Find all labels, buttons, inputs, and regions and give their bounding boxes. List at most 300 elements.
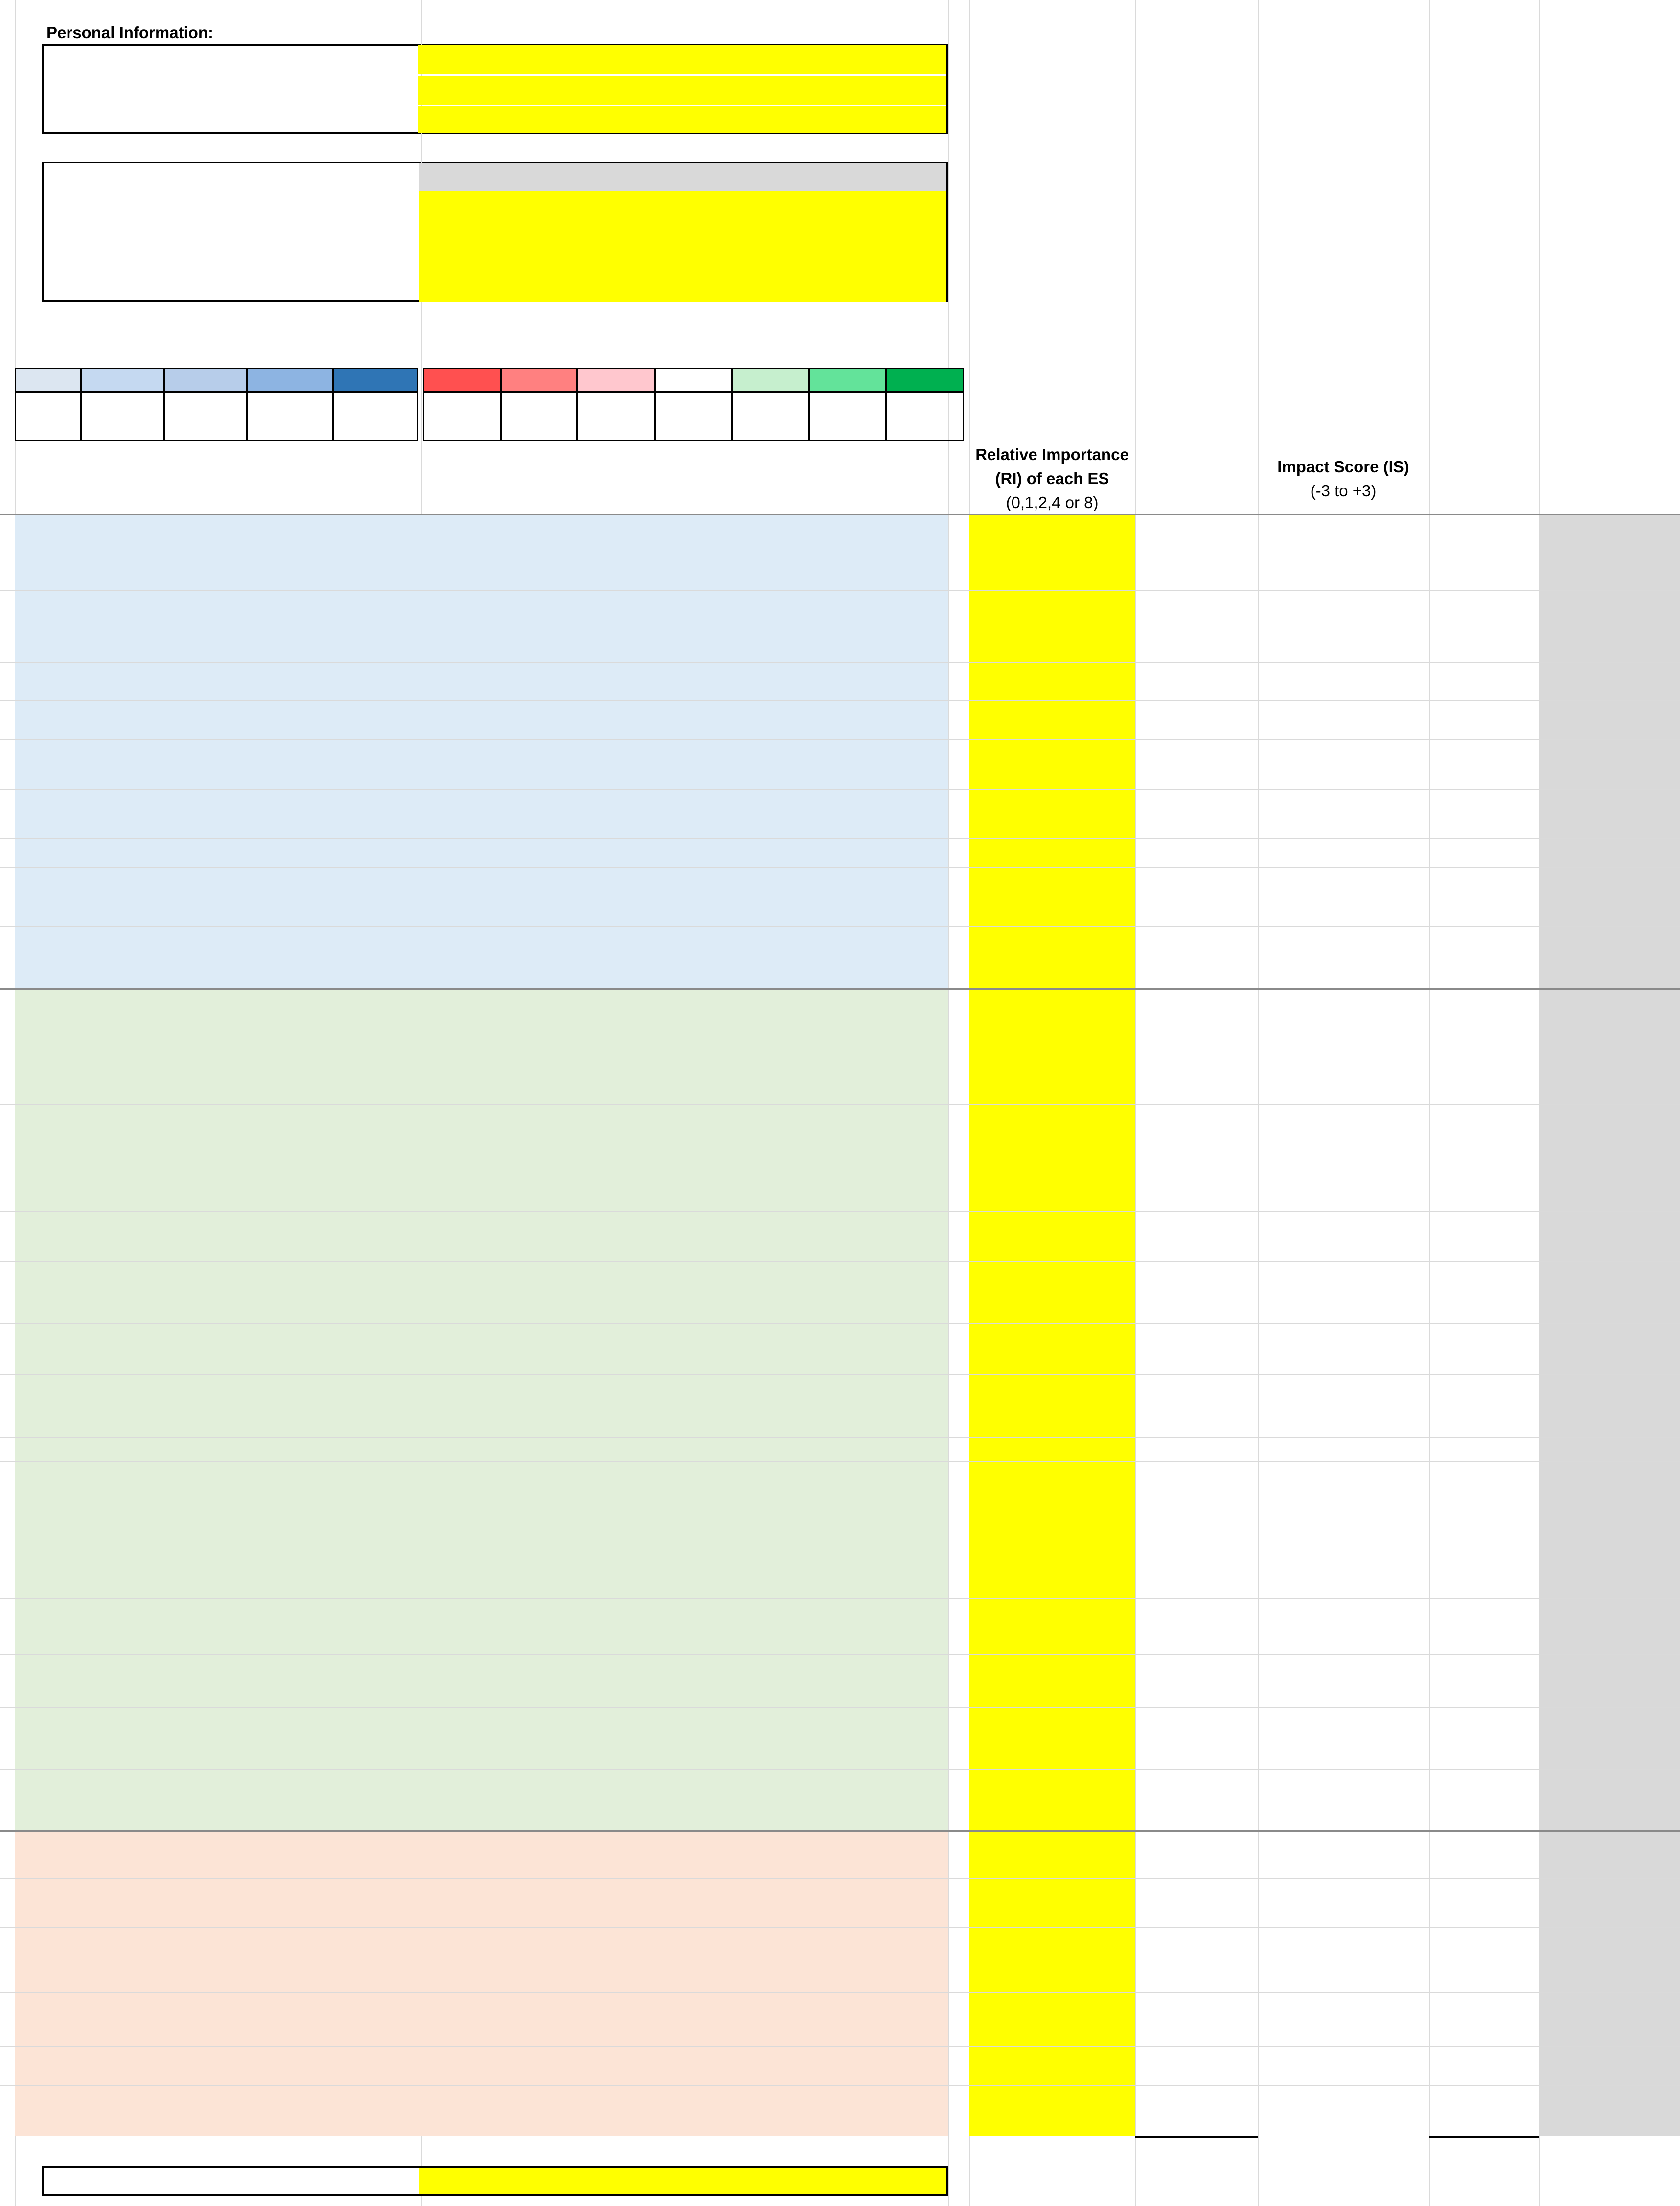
es-name bbox=[43, 2085, 421, 2136]
personal-field-input[interactable] bbox=[418, 45, 946, 74]
ri-legend-title bbox=[15, 345, 406, 368]
weighting-factor bbox=[1135, 662, 1258, 700]
impact-score bbox=[1258, 1104, 1429, 1211]
weighting-factor bbox=[1135, 1707, 1258, 1769]
weighted-score bbox=[1429, 1323, 1539, 1374]
weighting-factor bbox=[1135, 1461, 1258, 1598]
is-legend-label bbox=[423, 392, 501, 441]
comments-input[interactable] bbox=[1539, 1598, 1680, 1654]
comments-input[interactable] bbox=[1539, 1927, 1680, 1992]
header-ri-title: Relative Importance (RI) of each ES bbox=[975, 445, 1129, 488]
es-number bbox=[15, 590, 43, 662]
comments-input[interactable] bbox=[1539, 739, 1680, 789]
impact-score bbox=[1258, 2085, 1429, 2136]
row-separator bbox=[0, 789, 1680, 790]
relative-importance-input[interactable] bbox=[969, 1374, 1135, 1437]
self-assessment-title bbox=[49, 163, 417, 191]
ri-legend-label bbox=[164, 392, 247, 441]
es-description bbox=[421, 1769, 948, 1831]
ri-legend-label bbox=[333, 392, 418, 441]
impact-score bbox=[1258, 590, 1429, 662]
row-separator bbox=[0, 739, 1680, 740]
relative-importance-input[interactable] bbox=[969, 1598, 1135, 1654]
comments-input[interactable] bbox=[1539, 989, 1680, 1104]
row-separator bbox=[0, 1437, 1680, 1438]
weighted-score bbox=[1429, 739, 1539, 789]
es-number bbox=[15, 739, 43, 789]
weighting-factor bbox=[1135, 2085, 1258, 2136]
impact-score bbox=[1258, 789, 1429, 838]
weighted-score bbox=[1429, 662, 1539, 700]
impact-score bbox=[1258, 926, 1429, 989]
comments-input[interactable] bbox=[1539, 1992, 1680, 2046]
es-name bbox=[43, 1927, 421, 1992]
weighting-factor bbox=[1135, 700, 1258, 739]
es-name bbox=[43, 662, 421, 700]
impact-score bbox=[1258, 838, 1429, 867]
row-separator bbox=[0, 2046, 1680, 2047]
impact-score bbox=[1258, 2046, 1429, 2085]
row-separator bbox=[0, 867, 1680, 868]
weighting-factor bbox=[1135, 789, 1258, 838]
weighted-score bbox=[1429, 1654, 1539, 1707]
es-name bbox=[43, 514, 421, 590]
row-separator bbox=[0, 1374, 1680, 1375]
relative-importance-input[interactable] bbox=[969, 700, 1135, 739]
es-number bbox=[15, 1374, 43, 1437]
weighted-score bbox=[1429, 1211, 1539, 1261]
comments-input[interactable] bbox=[1539, 1104, 1680, 1211]
weighted-score bbox=[1429, 1992, 1539, 2046]
comments-input[interactable] bbox=[1539, 789, 1680, 838]
relative-importance-input[interactable] bbox=[969, 789, 1135, 838]
es-name bbox=[43, 700, 421, 739]
weighting-factor bbox=[1135, 2046, 1258, 2085]
personal-field-input[interactable] bbox=[418, 76, 946, 105]
impact-score bbox=[1258, 1878, 1429, 1927]
is-legend-value bbox=[577, 368, 655, 392]
es-name bbox=[43, 1437, 421, 1461]
group-separator bbox=[0, 514, 1680, 515]
ri-legend-value bbox=[333, 368, 418, 392]
header-weighted bbox=[1429, 443, 1539, 514]
es-number bbox=[15, 1654, 43, 1707]
is-legend-label bbox=[809, 392, 886, 441]
weighting-factor bbox=[1135, 867, 1258, 926]
is-legend-label bbox=[501, 392, 577, 441]
comments-input[interactable] bbox=[1539, 1211, 1680, 1261]
es-description bbox=[421, 1878, 948, 1927]
weighted-score bbox=[1429, 1878, 1539, 1927]
row-separator bbox=[0, 1707, 1680, 1708]
relative-importance-input[interactable] bbox=[969, 1261, 1135, 1323]
weighted-score bbox=[1429, 1598, 1539, 1654]
es-name bbox=[43, 2046, 421, 2085]
row-separator bbox=[0, 700, 1680, 701]
es-description bbox=[421, 789, 948, 838]
es-name bbox=[43, 1211, 421, 1261]
header-desc bbox=[421, 443, 948, 514]
impact-score bbox=[1258, 739, 1429, 789]
impact-score bbox=[1258, 1654, 1429, 1707]
time-spent-label bbox=[45, 2168, 417, 2194]
weighted-score bbox=[1429, 514, 1539, 590]
weighted-score bbox=[1429, 1374, 1539, 1437]
comments-input[interactable] bbox=[1539, 1374, 1680, 1437]
relative-importance-input[interactable] bbox=[969, 867, 1135, 926]
impact-score bbox=[1258, 1211, 1429, 1261]
es-name bbox=[43, 1707, 421, 1769]
impact-score bbox=[1258, 700, 1429, 739]
es-description bbox=[421, 1992, 948, 2046]
es-name bbox=[43, 1261, 421, 1323]
self-assessment-input[interactable] bbox=[419, 191, 946, 219]
personal-field-label bbox=[49, 105, 417, 136]
weighted-score bbox=[1429, 1831, 1539, 1878]
weighting-factor bbox=[1135, 514, 1258, 590]
es-description bbox=[421, 1211, 948, 1261]
ri-legend-label bbox=[81, 392, 164, 441]
header-comments bbox=[1539, 443, 1680, 514]
header-ri bbox=[969, 443, 1135, 514]
header-weighting bbox=[1135, 443, 1258, 514]
es-name bbox=[43, 1992, 421, 2046]
time-spent-input[interactable] bbox=[419, 2168, 946, 2194]
self-assessment-input[interactable] bbox=[419, 247, 946, 275]
weighting-factor bbox=[1135, 1323, 1258, 1374]
is-legend-value bbox=[501, 368, 577, 392]
weighting-factor bbox=[1135, 1927, 1258, 1992]
es-description bbox=[421, 1437, 948, 1461]
comments-input[interactable] bbox=[1539, 926, 1680, 989]
es-number bbox=[15, 1104, 43, 1211]
es-name bbox=[43, 1878, 421, 1927]
weighting-factor bbox=[1135, 838, 1258, 867]
personal-field-input[interactable] bbox=[418, 106, 946, 133]
relative-importance-input[interactable] bbox=[969, 1211, 1135, 1261]
impact-score bbox=[1258, 1261, 1429, 1323]
es-number bbox=[15, 2046, 43, 2085]
es-name bbox=[43, 989, 421, 1104]
es-number bbox=[15, 1769, 43, 1831]
weighted-score bbox=[1429, 1927, 1539, 1992]
es-number bbox=[15, 1598, 43, 1654]
personal-title: Personal Information: bbox=[46, 23, 214, 42]
impact-score bbox=[1258, 1323, 1429, 1374]
es-description bbox=[421, 1831, 948, 1878]
impact-score bbox=[1258, 514, 1429, 590]
es-description bbox=[421, 590, 948, 662]
row-separator bbox=[0, 2085, 1680, 2086]
weighted-score bbox=[1429, 700, 1539, 739]
relative-importance-input[interactable] bbox=[969, 662, 1135, 700]
es-number bbox=[15, 2085, 43, 2136]
ri-legend-label bbox=[15, 392, 81, 441]
row-separator bbox=[0, 1878, 1680, 1879]
es-number bbox=[15, 662, 43, 700]
relative-importance-input[interactable] bbox=[969, 1927, 1135, 1992]
comments-input[interactable] bbox=[1539, 1437, 1680, 1461]
impact-score bbox=[1258, 1461, 1429, 1598]
es-description bbox=[421, 1461, 948, 1598]
es-description bbox=[421, 1374, 948, 1437]
weighted-score bbox=[1429, 1104, 1539, 1211]
self-assessment-label bbox=[49, 191, 417, 219]
es-name bbox=[43, 1769, 421, 1831]
weighting-factor bbox=[1135, 926, 1258, 989]
ri-legend-value bbox=[15, 368, 81, 392]
es-description bbox=[421, 662, 948, 700]
self-assessment-input[interactable] bbox=[419, 275, 946, 302]
es-description bbox=[421, 2046, 948, 2085]
es-name bbox=[43, 1374, 421, 1437]
comments-input[interactable] bbox=[1539, 1769, 1680, 1831]
weighted-score bbox=[1429, 1769, 1539, 1831]
row-separator bbox=[0, 1461, 1680, 1462]
comments-input[interactable] bbox=[1539, 1707, 1680, 1769]
relative-importance-input[interactable] bbox=[969, 514, 1135, 590]
comments-input[interactable] bbox=[1539, 2085, 1680, 2136]
header-es bbox=[15, 443, 421, 514]
impact-score bbox=[1258, 1598, 1429, 1654]
es-number bbox=[15, 1831, 43, 1878]
ri-legend-value bbox=[164, 368, 247, 392]
comments-input[interactable] bbox=[1539, 2046, 1680, 2085]
es-name bbox=[43, 1461, 421, 1598]
group-separator bbox=[0, 988, 1680, 990]
es-name bbox=[43, 1654, 421, 1707]
weighting-factor bbox=[1135, 1374, 1258, 1437]
is-legend-label bbox=[577, 392, 655, 441]
es-number bbox=[15, 1461, 43, 1598]
header-impact bbox=[1258, 443, 1429, 514]
impact-score bbox=[1258, 1992, 1429, 2046]
comments-input[interactable] bbox=[1539, 700, 1680, 739]
comments-input[interactable] bbox=[1539, 838, 1680, 867]
es-number bbox=[15, 1878, 43, 1927]
relative-importance-input[interactable] bbox=[969, 2085, 1135, 2136]
weighted-score bbox=[1429, 838, 1539, 867]
row-separator bbox=[0, 1598, 1680, 1599]
es-number bbox=[15, 1992, 43, 2046]
weighting-factor bbox=[1135, 1598, 1258, 1654]
comments-input[interactable] bbox=[1539, 1878, 1680, 1927]
relative-importance-input[interactable] bbox=[969, 1437, 1135, 1461]
weighting-factor bbox=[1135, 1211, 1258, 1261]
es-name bbox=[43, 1598, 421, 1654]
group-separator bbox=[0, 1830, 1680, 1832]
relative-importance-input[interactable] bbox=[969, 1461, 1135, 1598]
es-description bbox=[421, 867, 948, 926]
row-separator bbox=[0, 1769, 1680, 1770]
ri-legend-value bbox=[81, 368, 164, 392]
self-assessment-input[interactable] bbox=[419, 219, 946, 247]
weighting-factor bbox=[1135, 1769, 1258, 1831]
comments-input[interactable] bbox=[1539, 1831, 1680, 1878]
comments-input[interactable] bbox=[1539, 1461, 1680, 1598]
impact-score bbox=[1258, 867, 1429, 926]
es-description bbox=[421, 1927, 948, 1992]
row-separator bbox=[0, 1104, 1680, 1105]
es-number bbox=[15, 867, 43, 926]
relative-importance-input[interactable] bbox=[969, 838, 1135, 867]
weighted-score bbox=[1429, 590, 1539, 662]
weighted-score bbox=[1429, 1461, 1539, 1598]
es-name bbox=[43, 1104, 421, 1211]
es-description bbox=[421, 739, 948, 789]
self-assessment-label bbox=[49, 219, 417, 247]
weighted-score bbox=[1429, 926, 1539, 989]
weighted-score bbox=[1429, 2085, 1539, 2136]
es-description bbox=[421, 1654, 948, 1707]
relative-importance-input[interactable] bbox=[969, 926, 1135, 989]
self-assessment-label bbox=[49, 247, 417, 275]
row-separator bbox=[0, 662, 1680, 663]
es-name bbox=[43, 867, 421, 926]
weighted-score bbox=[1429, 789, 1539, 838]
weighting-factor bbox=[1135, 1992, 1258, 2046]
is-legend-value bbox=[732, 368, 809, 392]
relative-importance-input[interactable] bbox=[969, 1707, 1135, 1769]
weighted-score bbox=[1429, 867, 1539, 926]
impact-score bbox=[1258, 1831, 1429, 1878]
row-separator bbox=[0, 1323, 1680, 1324]
es-description bbox=[421, 1598, 948, 1654]
es-number bbox=[15, 1927, 43, 1992]
is-legend-value bbox=[809, 368, 886, 392]
es-number bbox=[15, 838, 43, 867]
comments-input[interactable] bbox=[1539, 662, 1680, 700]
row-separator bbox=[0, 838, 1680, 839]
es-name bbox=[43, 789, 421, 838]
total-weighting-factor bbox=[1135, 2136, 1258, 2163]
is-legend-value bbox=[423, 368, 501, 392]
relative-importance-input[interactable] bbox=[969, 2046, 1135, 2085]
es-description bbox=[421, 1261, 948, 1323]
weighting-factor bbox=[1135, 1104, 1258, 1211]
comments-input[interactable] bbox=[1539, 1261, 1680, 1323]
es-description bbox=[421, 989, 948, 1104]
is-legend-title bbox=[423, 345, 717, 368]
es-number bbox=[15, 1707, 43, 1769]
es-description bbox=[421, 700, 948, 739]
weighting-factor bbox=[1135, 1878, 1258, 1927]
es-number bbox=[15, 1437, 43, 1461]
weighting-factor bbox=[1135, 1261, 1258, 1323]
weighting-factor bbox=[1135, 590, 1258, 662]
es-number bbox=[15, 926, 43, 989]
weighted-score bbox=[1429, 2046, 1539, 2085]
comments-input[interactable] bbox=[1539, 1323, 1680, 1374]
impact-score bbox=[1258, 1374, 1429, 1437]
weighted-score bbox=[1429, 989, 1539, 1104]
es-name bbox=[43, 739, 421, 789]
is-legend-label bbox=[732, 392, 809, 441]
comments-input[interactable] bbox=[1539, 867, 1680, 926]
impact-score bbox=[1258, 1927, 1429, 1992]
row-separator bbox=[0, 590, 1680, 591]
personal-field-label bbox=[49, 75, 417, 105]
comments-input[interactable] bbox=[1539, 1654, 1680, 1707]
weighted-score bbox=[1429, 1437, 1539, 1461]
es-description bbox=[421, 926, 948, 989]
es-name bbox=[43, 1831, 421, 1878]
self-assessment-scale bbox=[419, 163, 946, 191]
row-separator bbox=[0, 1654, 1680, 1655]
es-number bbox=[15, 1261, 43, 1323]
impact-score bbox=[1258, 662, 1429, 700]
es-number bbox=[15, 989, 43, 1104]
es-number bbox=[15, 789, 43, 838]
header-impact-sub: (-3 to +3) bbox=[1310, 481, 1377, 500]
es-description bbox=[421, 1104, 948, 1211]
es-name bbox=[43, 926, 421, 989]
relative-importance-input[interactable] bbox=[969, 1831, 1135, 1878]
weighting-factor bbox=[1135, 1654, 1258, 1707]
personal-field-label bbox=[49, 44, 417, 74]
is-legend-value bbox=[655, 368, 732, 392]
ri-legend-label bbox=[247, 392, 333, 441]
header-impact-title: Impact Score (IS) bbox=[1277, 457, 1409, 476]
es-description bbox=[421, 1323, 948, 1374]
es-number bbox=[15, 1211, 43, 1261]
grid-column-line bbox=[948, 0, 949, 2206]
weighting-factor bbox=[1135, 739, 1258, 789]
row-separator bbox=[0, 1992, 1680, 1993]
impact-score bbox=[1258, 989, 1429, 1104]
relative-importance-input[interactable] bbox=[969, 989, 1135, 1104]
header-ri-sub: (0,1,2,4 or 8) bbox=[1006, 493, 1099, 511]
impact-score bbox=[1258, 1437, 1429, 1461]
impact-score bbox=[1258, 1769, 1429, 1831]
weighted-score bbox=[1429, 1261, 1539, 1323]
weighting-factor bbox=[1135, 1831, 1258, 1878]
impact-score bbox=[1258, 1707, 1429, 1769]
es-description bbox=[421, 2085, 948, 2136]
comments-input[interactable] bbox=[1539, 514, 1680, 590]
relative-importance-input[interactable] bbox=[969, 1992, 1135, 2046]
es-number bbox=[15, 700, 43, 739]
es-number bbox=[15, 514, 43, 590]
relative-importance-input[interactable] bbox=[969, 590, 1135, 662]
weighting-factor bbox=[1135, 1437, 1258, 1461]
row-separator bbox=[0, 926, 1680, 927]
scenario-header bbox=[1258, 343, 1429, 441]
es-description bbox=[421, 838, 948, 867]
relative-importance-input[interactable] bbox=[969, 739, 1135, 789]
comments-input[interactable] bbox=[1539, 590, 1680, 662]
relative-importance-input[interactable] bbox=[969, 1878, 1135, 1927]
es-description bbox=[421, 514, 948, 590]
relative-importance-input[interactable] bbox=[969, 1104, 1135, 1211]
weighted-score bbox=[1429, 1707, 1539, 1769]
relative-importance-input[interactable] bbox=[969, 1654, 1135, 1707]
is-legend-value bbox=[886, 368, 964, 392]
relative-importance-input[interactable] bbox=[969, 1769, 1135, 1831]
relative-importance-input[interactable] bbox=[969, 1323, 1135, 1374]
is-legend-label bbox=[886, 392, 964, 441]
row-separator bbox=[0, 1211, 1680, 1212]
total-weighted-score bbox=[1429, 2136, 1539, 2163]
es-name bbox=[43, 838, 421, 867]
es-number bbox=[15, 1323, 43, 1374]
es-name bbox=[43, 590, 421, 662]
self-assessment-label bbox=[49, 275, 417, 302]
es-description bbox=[421, 1707, 948, 1769]
weighting-factor bbox=[1135, 989, 1258, 1104]
es-name bbox=[43, 1323, 421, 1374]
row-separator bbox=[0, 1261, 1680, 1262]
